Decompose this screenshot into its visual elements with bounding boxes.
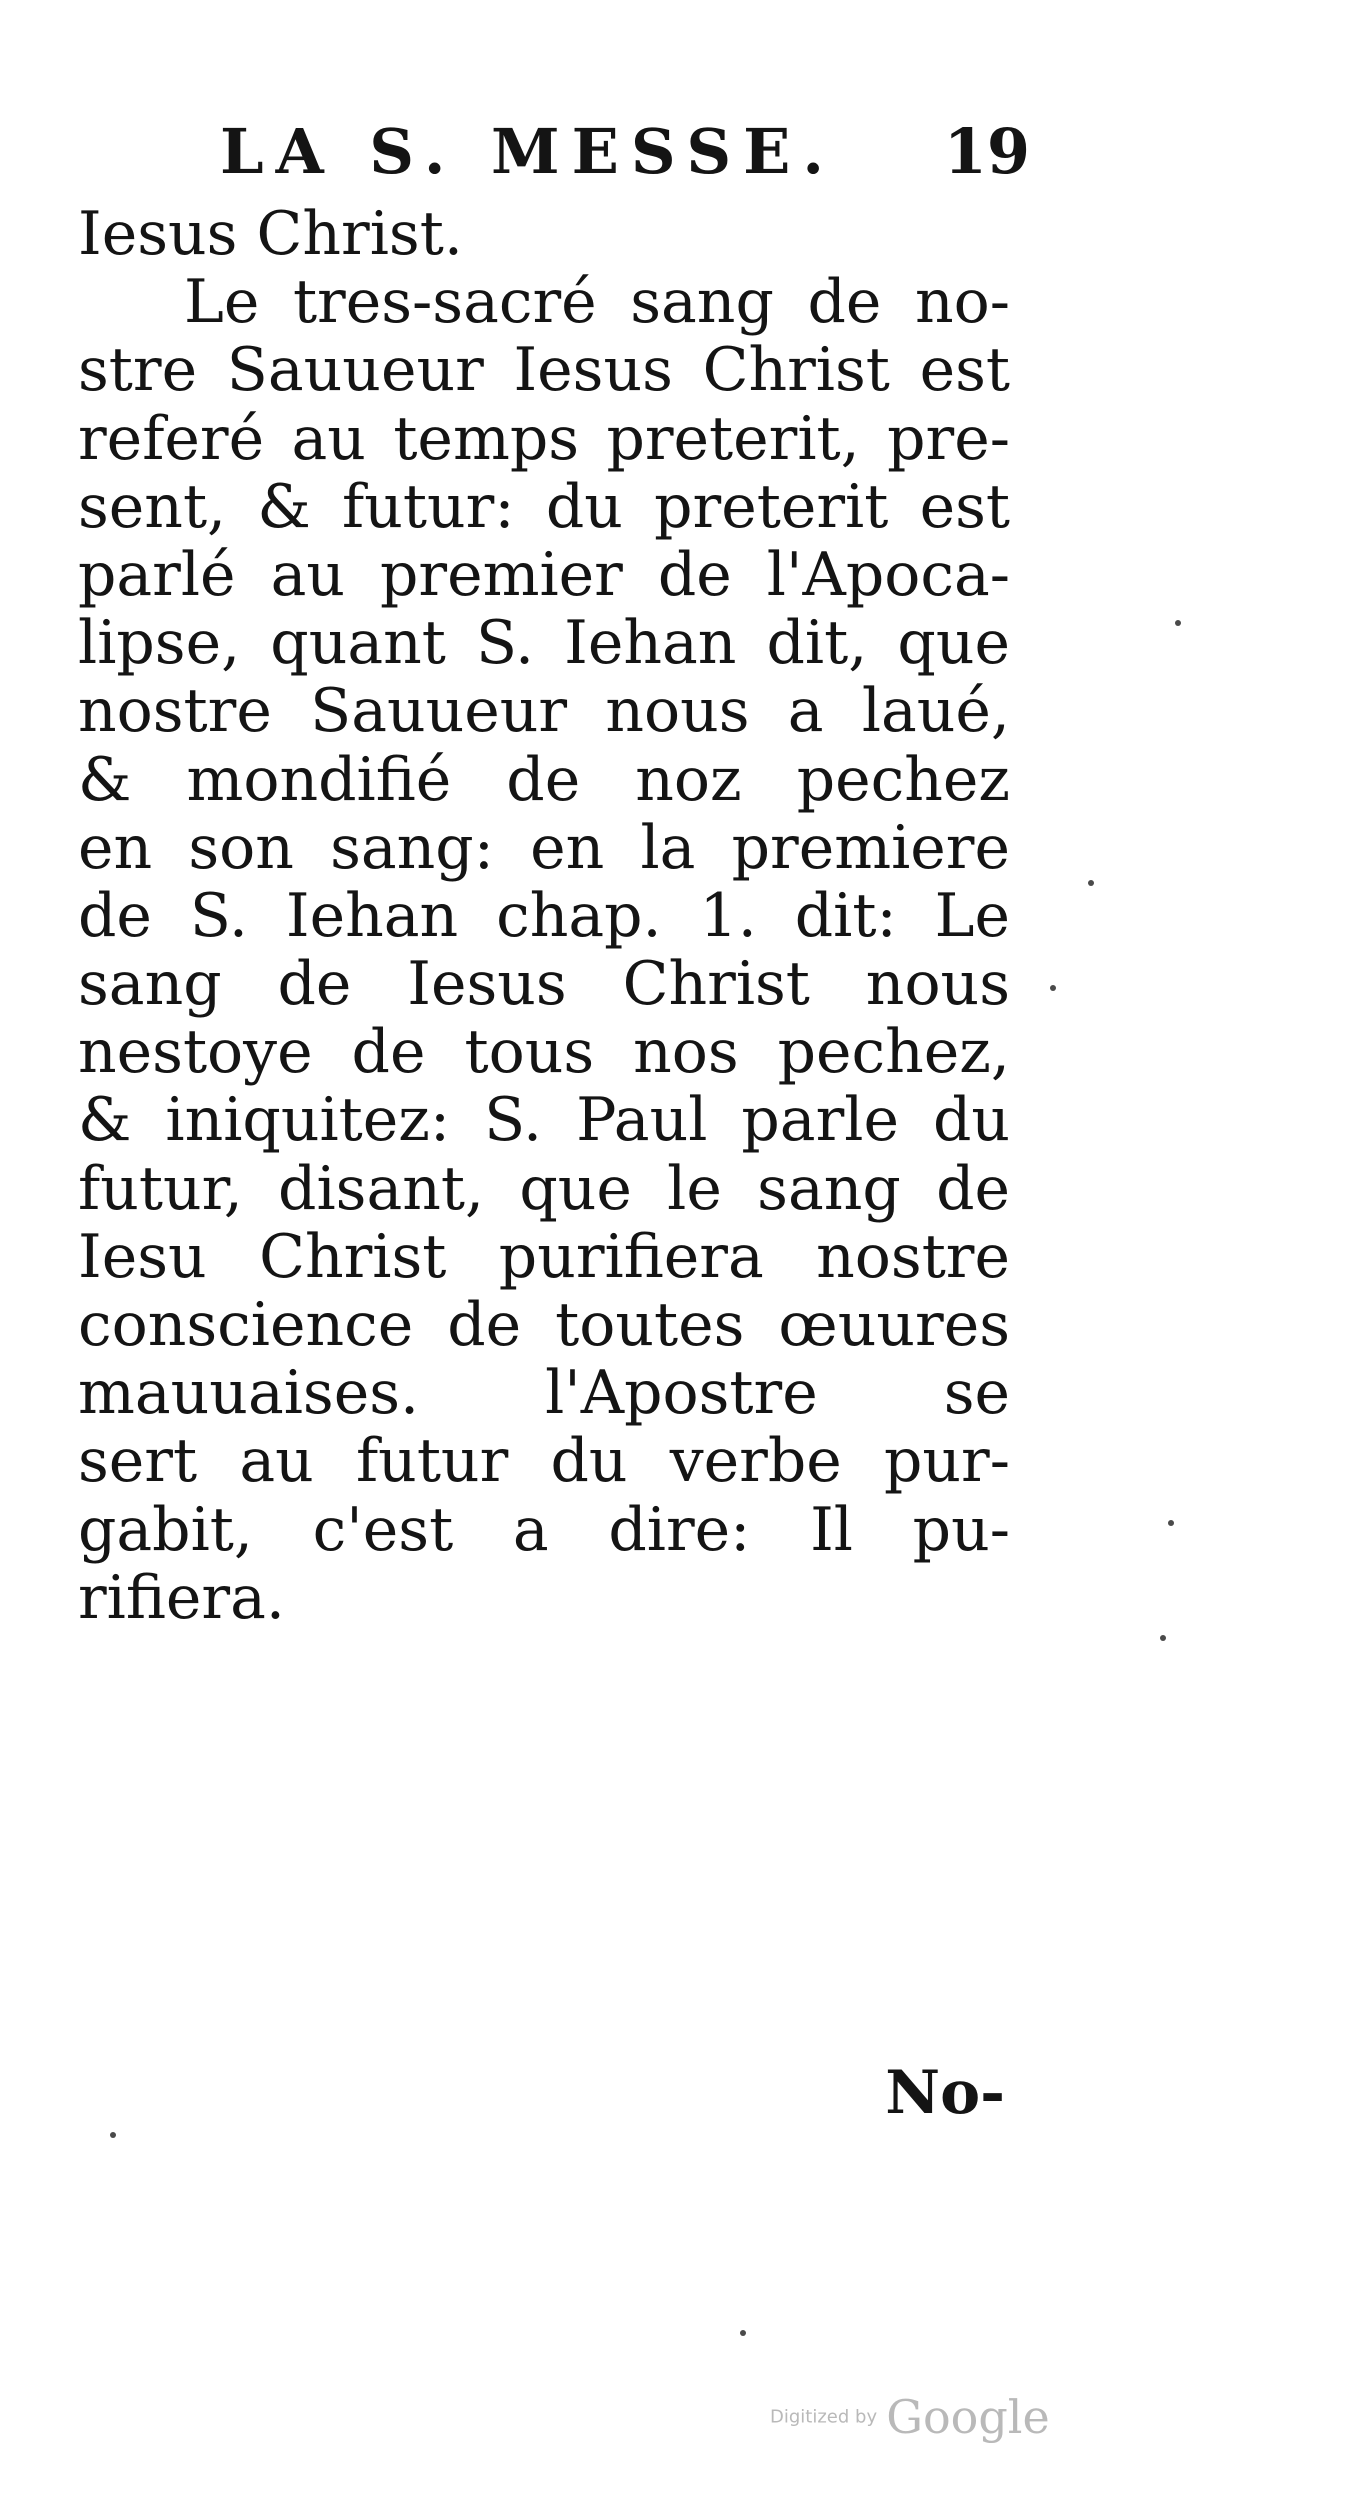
text-line: Le tres-sacré sang de no- <box>184 267 1010 338</box>
ink-speck <box>1160 1635 1166 1641</box>
body-text <box>78 200 1010 1632</box>
text-line: de S. Iehan chap. 1. dit: Le <box>78 880 1010 951</box>
text-line: mauuaises. l'Apostre se <box>78 1358 1010 1429</box>
watermark-prefix: Digitized by <box>770 2406 878 2428</box>
text-line: lipse, quant S. Iehan dit, que <box>78 608 1010 679</box>
ink-speck <box>1088 880 1094 886</box>
text-line: nostre Sauueur nous a laué, <box>78 676 1010 747</box>
ink-speck <box>740 2330 746 2336</box>
text-line: & mondifié de noz pechez <box>78 744 1010 815</box>
ink-speck <box>1168 1520 1174 1526</box>
text-line: en son sang: en la premiere <box>78 812 1010 883</box>
text-line: rifiera. <box>78 1562 285 1633</box>
page-number: 19 <box>943 115 1030 188</box>
text-line: parlé au premier de l'Apoca- <box>78 539 1010 610</box>
text-line: sent, & futur: du preterit est <box>78 471 1010 542</box>
text-line: sang de Iesus Christ nous <box>78 949 1010 1020</box>
digitized-watermark <box>770 2390 1050 2444</box>
running-title: LA S. MESSE. <box>220 115 836 188</box>
text-line: futur, disant, que le sang de <box>78 1153 1010 1224</box>
running-head <box>190 105 1030 195</box>
google-logo: Google <box>886 2390 1050 2444</box>
ink-speck <box>1050 985 1056 991</box>
catchword: No- <box>885 2058 1005 2128</box>
text-line: sert au futur du verbe pur- <box>78 1426 1010 1497</box>
ink-speck <box>1175 620 1181 626</box>
ink-speck <box>110 2132 116 2138</box>
text-line: conscience de toutes œuures <box>78 1290 1010 1360</box>
text-line: gabit, c'est a dire: Il pu- <box>78 1494 1010 1565</box>
text-line: referé au temps preterit, pre- <box>78 403 1010 474</box>
text-line: & iniquitez: S. Paul parle du <box>78 1085 1010 1156</box>
text-line: Iesu Christ purifiera nostre <box>78 1221 1010 1292</box>
text-line: stre Sauueur Iesus Christ est <box>78 335 1010 406</box>
text-line: nestoye de tous nos pechez, <box>78 1017 1010 1088</box>
text-line: Iesus Christ. <box>78 199 463 269</box>
